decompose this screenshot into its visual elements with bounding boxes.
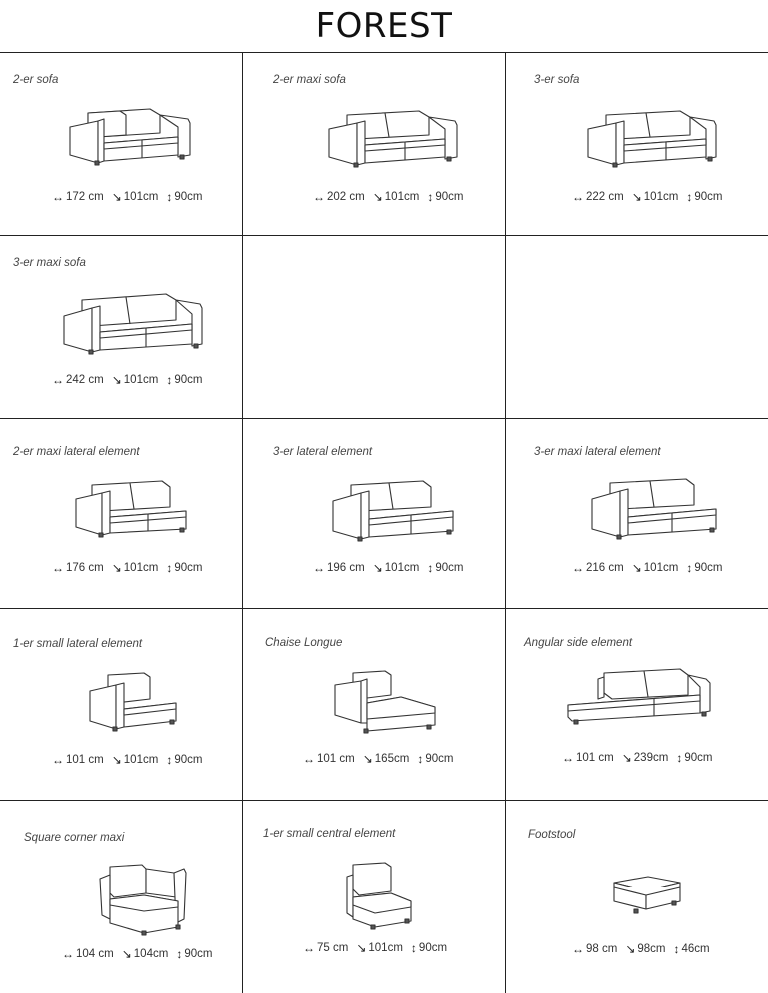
height-arrow-icon: ↕ (686, 190, 693, 204)
depth-arrow-icon: ↘ (631, 190, 642, 204)
height-arrow-icon: ↕ (410, 941, 417, 955)
depth-arrow-icon: ↘ (372, 190, 383, 204)
width-arrow-icon: ↔ (303, 941, 315, 955)
product-cell-angular-side-element (506, 609, 768, 800)
product-name: 3-er sofa (534, 74, 580, 86)
height-arrow-icon: ↕ (166, 190, 173, 204)
depth-arrow-icon: ↘ (121, 947, 132, 961)
dimensions: ↔ 101 cm ↘ 165cm ↕ 90cm (303, 752, 454, 766)
dimensions: ↔ 216 cm ↘ 101cm ↕ 90cm (572, 561, 723, 575)
width-arrow-icon: ↔ (572, 190, 584, 204)
product-cell-2er-maxi-sofa (243, 53, 505, 235)
product-cell-1er-small-lateral-element (0, 609, 242, 800)
dimensions: ↔ 176 cm ↘ 101cm ↕ 90cm (52, 561, 203, 575)
sofa-drawing (588, 475, 722, 541)
height-arrow-icon: ↕ (427, 190, 434, 204)
dimensions: ↔ 101 cm ↘ 239cm ↕ 90cm (562, 751, 713, 765)
height-arrow-icon: ↕ (166, 753, 173, 767)
depth-arrow-icon: ↘ (111, 561, 122, 575)
width-arrow-icon: ↔ (572, 942, 584, 956)
dimensions: ↔ 196 cm ↘ 101cm ↕ 90cm (313, 561, 464, 575)
sofa-drawing (325, 107, 465, 169)
width-arrow-icon: ↔ (52, 561, 64, 575)
width-arrow-icon: ↔ (52, 190, 64, 204)
product-name: 3-er maxi lateral element (534, 446, 661, 458)
product-name: 3-er lateral element (273, 446, 373, 458)
product-cell-2er-maxi-lateral-element (0, 419, 242, 608)
dimensions: ↔ 242 cm ↘ 101cm ↕ 90cm (52, 373, 203, 387)
product-name: Chaise Longue (265, 637, 343, 649)
sofa-drawing (96, 863, 192, 937)
sofa-drawing (341, 861, 421, 933)
product-cell-3er-sofa (506, 53, 768, 235)
dimensions: ↔ 222 cm ↘ 101cm ↕ 90cm (572, 190, 723, 204)
dimensions: ↔ 101 cm ↘ 101cm ↕ 90cm (52, 753, 203, 767)
width-arrow-icon: ↔ (313, 561, 325, 575)
product-grid (0, 52, 768, 992)
height-arrow-icon: ↕ (417, 752, 424, 766)
width-arrow-icon: ↔ (303, 752, 315, 766)
product-cell-3er-maxi-lateral-element (506, 419, 768, 608)
dimensions: ↔ 104 cm ↘ 104cm ↕ 90cm (62, 947, 213, 961)
sofa-drawing (564, 667, 724, 727)
product-name: Angular side element (524, 637, 633, 649)
height-arrow-icon: ↕ (166, 561, 173, 575)
product-cell-footstool (506, 801, 768, 993)
width-arrow-icon: ↔ (62, 947, 74, 961)
height-arrow-icon: ↕ (427, 561, 434, 575)
sofa-drawing (86, 669, 186, 735)
product-name: 1-er small lateral element (13, 638, 143, 650)
height-arrow-icon: ↕ (676, 751, 683, 765)
height-arrow-icon: ↕ (673, 942, 680, 956)
sofa-drawing (584, 107, 724, 169)
dimensions: ↔ 75 cm ↘ 101cm ↕ 90cm (303, 941, 448, 955)
dimensions: ↔ 202 cm ↘ 101cm ↕ 90cm (313, 190, 464, 204)
depth-arrow-icon: ↘ (111, 373, 122, 387)
depth-arrow-icon: ↘ (111, 753, 122, 767)
product-cell-square-corner-maxi (0, 801, 242, 993)
product-name: Square corner maxi (24, 832, 125, 844)
width-arrow-icon: ↔ (313, 190, 325, 204)
product-cell-3er-maxi-sofa (0, 236, 242, 418)
product-name: 2-er maxi sofa (273, 74, 346, 86)
product-name: 2-er maxi lateral element (13, 446, 140, 458)
depth-arrow-icon: ↘ (631, 561, 642, 575)
height-arrow-icon: ↕ (176, 947, 183, 961)
width-arrow-icon: ↔ (52, 373, 64, 387)
depth-arrow-icon: ↘ (356, 941, 367, 955)
page-title: FOREST (315, 6, 453, 46)
depth-arrow-icon: ↘ (362, 752, 373, 766)
product-name: 1-er small central element (263, 828, 396, 840)
sofa-drawing (72, 477, 192, 539)
product-cell-chaise-longue (243, 609, 505, 800)
height-arrow-icon: ↕ (686, 561, 693, 575)
depth-arrow-icon: ↘ (372, 561, 383, 575)
width-arrow-icon: ↔ (562, 751, 574, 765)
height-arrow-icon: ↕ (166, 373, 173, 387)
product-cell-2er-sofa (0, 53, 242, 235)
depth-arrow-icon: ↘ (625, 942, 636, 956)
product-cell-1er-small-central-element (243, 801, 505, 993)
width-arrow-icon: ↔ (572, 561, 584, 575)
sofa-drawing (329, 477, 459, 543)
depth-arrow-icon: ↘ (111, 190, 122, 204)
product-name: Footstool (528, 829, 576, 841)
sofa-drawing (331, 667, 441, 737)
dimensions: ↔ 98 cm ↘ 98cm ↕ 46cm (572, 942, 710, 956)
width-arrow-icon: ↔ (52, 753, 64, 767)
product-cell-3er-lateral-element (243, 419, 505, 608)
product-name: 3-er maxi sofa (13, 257, 86, 269)
footstool-drawing (610, 873, 684, 919)
dimensions: ↔ 172 cm ↘ 101cm ↕ 90cm (52, 190, 203, 204)
sofa-drawing (60, 105, 200, 167)
depth-arrow-icon: ↘ (621, 751, 632, 765)
sofa-drawing (60, 290, 210, 356)
product-name: 2-er sofa (13, 74, 59, 86)
